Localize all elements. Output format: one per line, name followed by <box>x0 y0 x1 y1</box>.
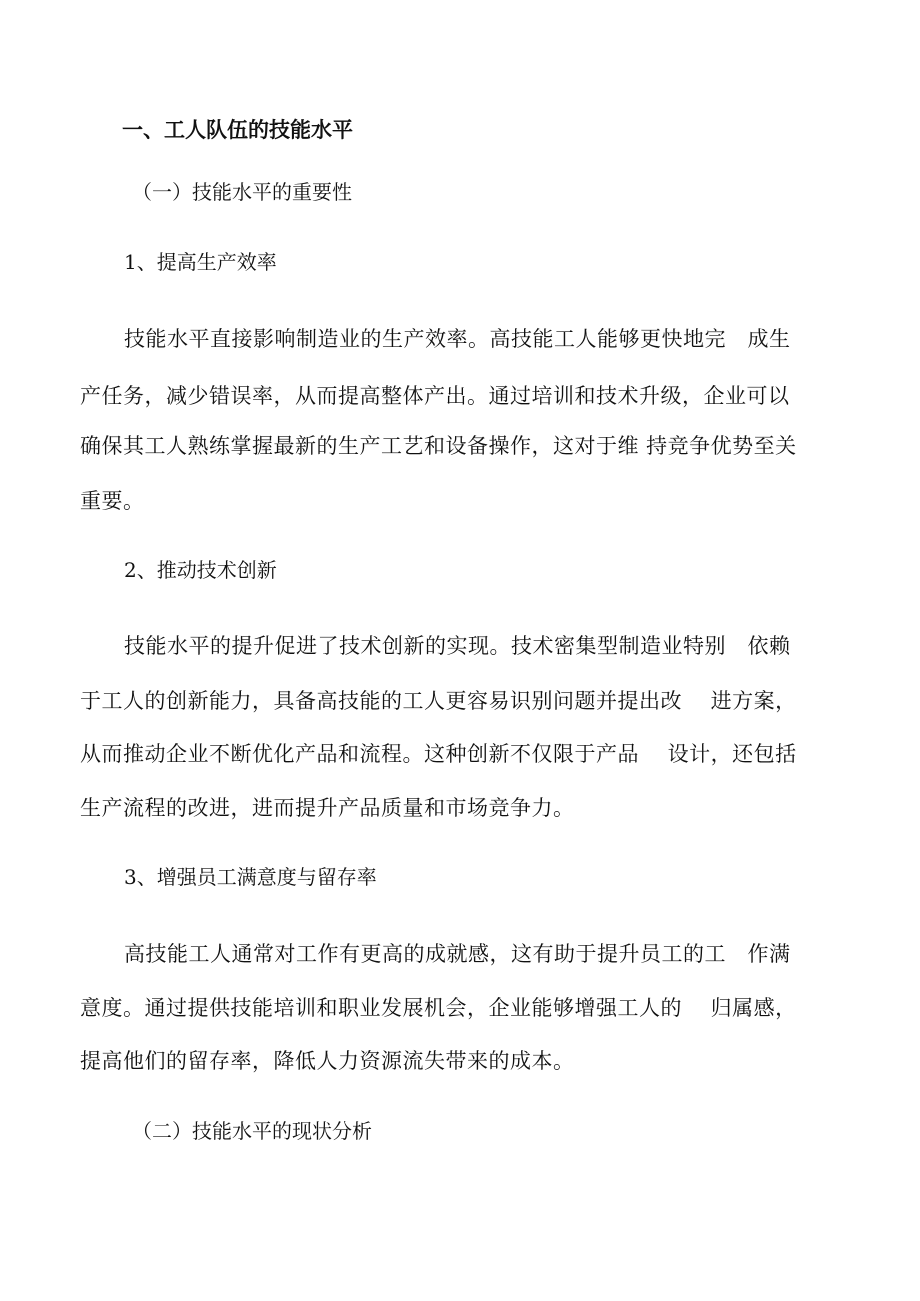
item-1-title: 1、提高生产效率 <box>124 250 277 274</box>
item-2-line-1: 技能水平的提升促进了技术创新的实现。技术密集型制造业特别 依赖 <box>124 634 791 658</box>
item-3-line-2: 意度。通过提供技能培训和职业发展机会，企业能够增强工人的 归属感， <box>80 996 797 1020</box>
item-1-line-3: 确保其工人熟练掌握最新的生产工艺和设备操作，这对于维 持竞争优势至关 <box>80 434 797 458</box>
section-1-title: （一）技能水平的重要性 <box>132 180 352 204</box>
item-2-line-4: 生产流程的改进，进而提升产品质量和市场竞争力。 <box>80 796 575 820</box>
item-1-line-4: 重要。 <box>80 489 145 513</box>
heading-1: 一、工人队伍的技能水平 <box>122 118 353 142</box>
item-3-line-3: 提高他们的留存率，降低人力资源流失带来的成本。 <box>80 1049 575 1073</box>
item-3-line-1: 高技能工人通常对工作有更高的成就感，这有助于提升员工的工 作满 <box>124 942 791 966</box>
item-1-line-1: 技能水平直接影响制造业的生产效率。高技能工人能够更快地完 成生 <box>124 327 791 351</box>
item-2-line-2: 于工人的创新能力，具备高技能的工人更容易识别问题并提出改 进方案， <box>80 689 797 713</box>
item-2-line-3: 从而推动企业不断优化产品和流程。这种创新不仅限于产品 设计，还包括 <box>80 742 797 766</box>
item-1-line-2: 产任务，减少错误率，从而提高整体产出。通过培训和技术升级，企业可以 <box>80 384 790 408</box>
item-3-title: 3、增强员工满意度与留存率 <box>124 865 377 889</box>
item-2-title: 2、推动技术创新 <box>124 558 277 582</box>
section-2-title: （二）技能水平的现状分析 <box>132 1119 372 1143</box>
